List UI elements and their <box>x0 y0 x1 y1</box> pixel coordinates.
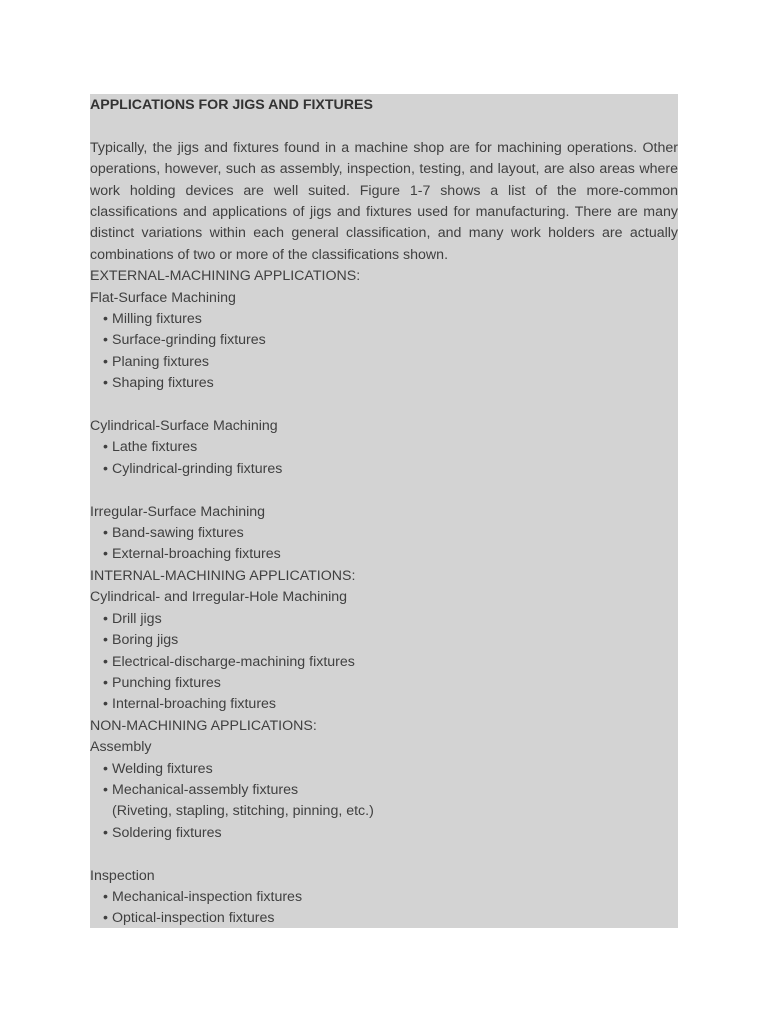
list-item: • Drill jigs <box>90 609 678 630</box>
group-heading-cylindrical-surface: Cylindrical-Surface Machining <box>90 418 278 435</box>
group-heading-assembly: Assembly <box>90 739 152 756</box>
list-item: • Boring jigs <box>90 630 678 651</box>
intro-text: Typically, the jigs and fixtures found in a machine shop are for machining operations. Other operations, however, such as assembly, inspection, testing, and layout, are also areas where work holding devices are well suited. Figure 1-7 shows a list of the more-common classifications and applications of jigs and fixtures used for manufacturing. There are many distinct variations within each general classification, and many work holders are actually combinations of two or more of the classifications shown. <box>90 139 678 263</box>
bullet-icon: • <box>103 353 108 370</box>
bullet-icon: • <box>103 888 108 905</box>
intro-paragraph <box>90 116 678 266</box>
bullet-icon: • <box>103 610 108 627</box>
document-title: APPLICATIONS FOR JIGS AND FIXTURES <box>90 97 373 113</box>
document-page <box>90 94 678 928</box>
bullet-icon: • <box>103 781 108 798</box>
bullet-icon: • <box>103 910 108 927</box>
group-heading-hole-machining: Cylindrical- and Irregular-Hole Machining <box>90 589 348 606</box>
list-item: • Punching fixtures <box>90 673 678 694</box>
list-item: • External-broaching fixtures <box>90 544 678 565</box>
bullet-icon: • <box>103 375 108 392</box>
section-heading-internal: INTERNAL-MACHINING APPLICATIONS: <box>90 567 356 584</box>
bullet-icon: • <box>103 525 108 542</box>
document-body <box>90 94 678 928</box>
bullet-icon: • <box>103 696 108 713</box>
bullet-icon: • <box>103 760 108 777</box>
list-item: • Band-sawing fixtures <box>90 523 678 544</box>
section-heading-non-machining: NON-MACHINING APPLICATIONS: <box>90 717 317 734</box>
bullet-icon: • <box>103 311 108 328</box>
bullet-icon: • <box>103 332 108 349</box>
spacer <box>90 480 678 501</box>
list-item: • Mechanical-inspection fixtures <box>90 887 678 908</box>
list-item: • Welding fixtures <box>90 759 678 780</box>
group-heading-inspection: Inspection <box>90 867 155 884</box>
spacer <box>90 395 678 416</box>
list-item: • Optical-inspection fixtures <box>90 908 678 928</box>
bullet-icon: • <box>103 824 108 841</box>
group-heading-irregular-surface: Irregular-Surface Machining <box>90 503 266 520</box>
list-item: • Internal-broaching fixtures <box>90 694 678 715</box>
bullet-icon: • <box>103 653 108 670</box>
bullet-icon: • <box>103 439 108 456</box>
list-item: • Mechanical-assembly fixtures <box>90 780 678 801</box>
list-item: • Planing fixtures <box>90 352 678 373</box>
bullet-icon: • <box>103 674 108 691</box>
assembly-note: (Riveting, stapling, stitching, pinning, etc.) <box>112 803 374 820</box>
list-item: • Soldering fixtures <box>90 823 678 844</box>
bullet-icon: • <box>103 632 108 649</box>
list-item: • Surface-grinding fixtures <box>90 330 678 351</box>
list-item: • Milling fixtures <box>90 309 678 330</box>
spacer <box>90 844 678 865</box>
list-item: • Shaping fixtures <box>90 373 678 394</box>
bullet-icon: • <box>103 460 108 477</box>
bullet-icon: • <box>103 546 108 563</box>
list-item: • Electrical-discharge-machining fixtures <box>90 652 678 673</box>
list-item: • Cylindrical-grinding fixtures <box>90 459 678 480</box>
group-heading-flat-surface: Flat-Surface Machining <box>90 289 236 306</box>
list-item: • Lathe fixtures <box>90 437 678 458</box>
section-heading-external: EXTERNAL-MACHINING APPLICATIONS: <box>90 268 361 285</box>
